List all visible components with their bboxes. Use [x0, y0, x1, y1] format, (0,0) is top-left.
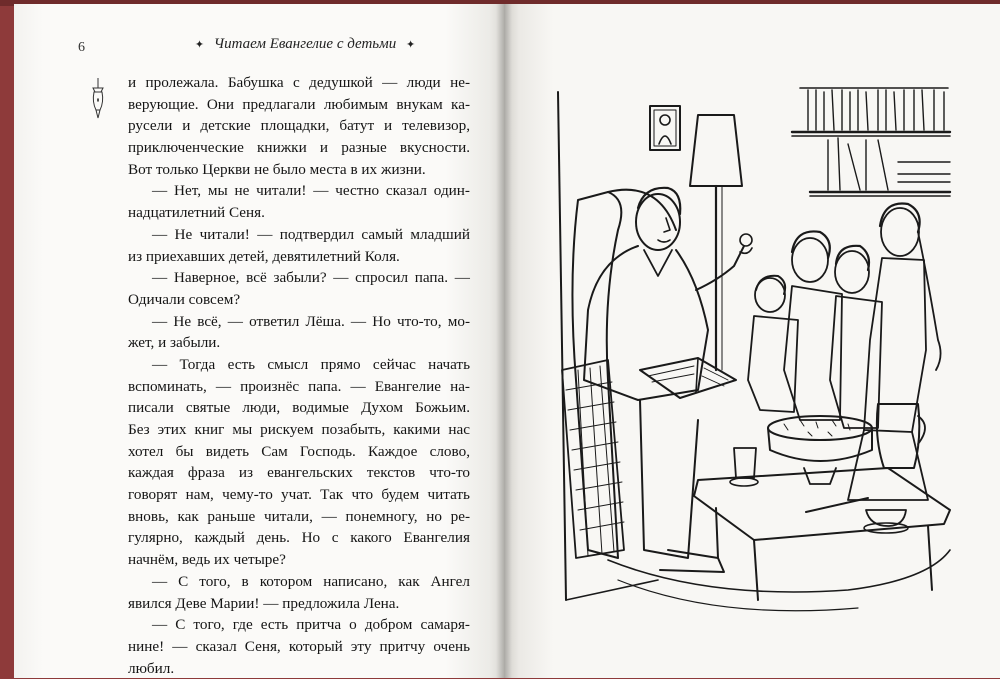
text-line: — Тогда есть смысл прямо сейчас начать	[152, 355, 470, 373]
text-line: вспоминать, — произнёс папа. — Евангелие на-	[128, 377, 470, 395]
text-line: любил.	[128, 659, 175, 677]
text-line: — Не всё, — ответил Лёша. — Но что-то, мо-	[152, 312, 470, 330]
text-line: приключенческие книжки и разные вкусности.	[128, 139, 470, 157]
text-line: из приехавших детей, девятилетний Коля.	[128, 247, 400, 265]
text-line: — С того, в котором написано, как Ангел	[152, 572, 470, 590]
text-line: Одичали совсем?	[128, 290, 241, 308]
icon-lamp-icon	[90, 78, 106, 122]
text-line: русели и детские площадки, батут и телевизор,	[128, 117, 470, 135]
text-line: — С того, где есть притча о добром самаря-	[152, 616, 470, 634]
text-line: верующие. Они предлагали любимым внукам ка-	[128, 95, 470, 113]
page-number: 6	[78, 40, 85, 55]
book-spine-shadow	[496, 4, 512, 678]
text-line: и пролежала. Бабушка с дедушкой — люди не-	[128, 74, 470, 91]
family-reading-illustration	[548, 80, 958, 632]
text-line: каждая фраза из евангельских текстов что-то	[128, 464, 470, 482]
text-line: надцатилетний Сеня.	[128, 204, 265, 222]
text-line: нине! — сказал Сеня, который эту притчу очень	[128, 637, 470, 655]
running-head	[175, 36, 435, 53]
text-line: писали святые люди, водимые Духом Божьим.	[128, 399, 470, 417]
body-text	[128, 72, 470, 679]
text-line: вновь, как раньше читали, — понемногу, но ре-	[128, 507, 470, 525]
text-line: Вот только Церкви не было места в их жизни.	[128, 160, 426, 178]
text-line: хотел бы видеть Сам Господь. Каждое слово,	[128, 442, 470, 460]
text-line: гулярно, каждый день. Но с какого Евангелия	[128, 529, 470, 547]
text-line: говорят нам, чему-то учат. Так что будем читать	[128, 486, 470, 504]
text-line: — Нет, мы не читали! — честно сказал один-	[152, 182, 470, 200]
text-line: — Не читали! — подтвердил самый младший	[152, 225, 470, 243]
text-line: — Наверное, всё забыли? — спросил папа. —	[152, 269, 470, 287]
ornament-left: ✦	[194, 39, 205, 51]
text-line: явился Деве Марии! — предложила Лена.	[128, 594, 400, 612]
text-line: начнём, ведь их четыре?	[128, 551, 286, 569]
text-line: жет, и забыли.	[128, 334, 221, 352]
text-line: Без этих книг мы рискуем позабыть, какими нас	[128, 421, 470, 438]
ornament-right: ✦	[405, 39, 416, 51]
book-title: Читаем Евангелие с детьми	[213, 36, 397, 52]
